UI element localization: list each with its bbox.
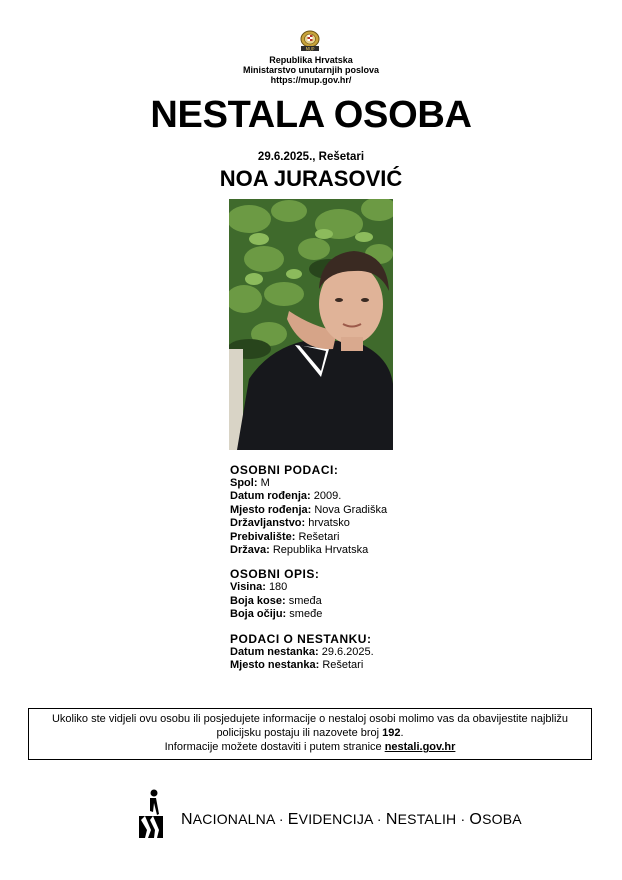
- header-website[interactable]: https://mup.gov.hr/: [270, 75, 352, 85]
- walking-person-logo-icon: [137, 788, 167, 840]
- header-ministry: Ministarstvo unutarnjih poslova: [242, 65, 379, 75]
- info-row: Mjesto nestanka: Rešetari: [230, 659, 364, 672]
- notice-box: [28, 708, 592, 760]
- info-block: [230, 463, 530, 672]
- info-row: Država: Republika Hrvatska: [230, 544, 369, 557]
- footer-brand: NACIONALNA · EVIDENCIJA · NESTALIH · OSOBA: [181, 811, 522, 828]
- person-name: NOA JURASOVIĆ: [219, 166, 403, 191]
- info-row: Boja kose: smeđa: [230, 594, 322, 607]
- info-row: Državljanstvo: hrvatsko: [230, 517, 350, 530]
- nestali-link[interactable]: nestali.gov.hr: [384, 741, 456, 753]
- info-row: Visina: 180: [230, 581, 288, 594]
- notice-line: policijsku postaju ili nazovete broj 192.: [216, 727, 404, 739]
- info-row: Spol: M: [230, 477, 270, 489]
- info-row: Prebivalište: Rešetari: [230, 530, 340, 543]
- mup-police-crest-icon: [297, 30, 323, 52]
- svg-text:MUP: MUP: [305, 46, 315, 52]
- notice-line: Informacije možete dostaviti i putem stranice nestali.gov.hr: [164, 741, 456, 753]
- header-country: Republika Hrvatska: [269, 55, 353, 65]
- missing-person-photo: [229, 199, 393, 450]
- page-title: NESTALA OSOBA: [150, 94, 472, 136]
- notice-line: Ukoliko ste vidjeli ovu osobu ili posjedujete informacije o nestaloj osobi molimo vas da obavijestite najbližu: [51, 713, 569, 725]
- date-place: 29.6.2025., Rešetari: [257, 151, 365, 163]
- info-row: Boja očiju: smeđe: [230, 608, 323, 621]
- info-row: Datum nestanka: 29.6.2025.: [230, 645, 374, 658]
- info-row: Datum rođenja: 2009.: [230, 490, 342, 503]
- personal-heading: OSOBNI PODACI:: [230, 463, 339, 477]
- description-heading: OSOBNI OPIS:: [230, 567, 320, 582]
- phone-number[interactable]: 192: [382, 727, 401, 739]
- disappearance-heading: PODACI O NESTANKU:: [230, 631, 372, 646]
- info-row: Mjesto rođenja: Nova Gradiška: [230, 503, 388, 516]
